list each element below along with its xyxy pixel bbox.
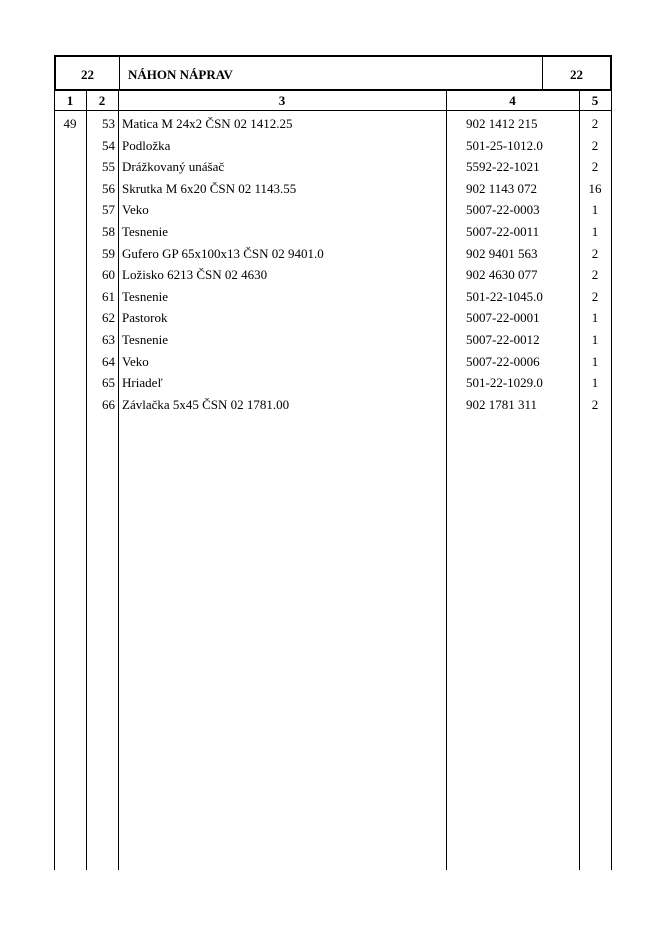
table-row — [54, 372, 612, 394]
row-part-code: 902 1143 072 — [466, 180, 538, 196]
row-part-code: 902 4630 077 — [466, 267, 538, 283]
table-row — [54, 307, 612, 329]
row-item-number: 65 — [102, 375, 115, 391]
row-part-code: 5007-22-0012 — [466, 332, 540, 347]
row-part-code: 902 1781 311 — [466, 396, 538, 412]
row-part-name: Tesnenie — [122, 288, 169, 304]
row-quantity: 2 — [591, 396, 599, 412]
row-quantity: 2 — [591, 137, 599, 153]
table-row — [54, 264, 612, 286]
row-quantity: 1 — [591, 202, 599, 218]
row-part-name: Veko — [122, 202, 149, 218]
table-row — [54, 221, 612, 243]
row-quantity: 1 — [591, 375, 599, 391]
row-quantity: 2 — [591, 267, 599, 283]
row-item-number: 53 — [102, 116, 115, 131]
table-row — [54, 178, 612, 200]
row-part-code: 501-22-1029.0 — [466, 375, 543, 391]
row-quantity: 1 — [591, 224, 599, 239]
row-part-code: 902 9401 563 — [466, 245, 538, 261]
table-row — [54, 199, 612, 221]
table-row — [54, 286, 612, 308]
parts-list-sheet — [54, 55, 612, 870]
row-part-name: Matica M 24x2 ČSN 02 1412.25 — [122, 116, 293, 131]
row-item-number: 63 — [102, 332, 115, 347]
row-part-name: Ložisko 6213 ČSN 02 4630 — [122, 267, 268, 283]
row-part-code: 5007-22-0006 — [466, 353, 540, 369]
row-quantity: 1 — [591, 310, 599, 326]
row-item-number: 54 — [102, 137, 115, 153]
row-item-number: 56 — [102, 180, 115, 196]
row-part-code: 5007-22-0011 — [466, 224, 540, 239]
column-header-row — [54, 91, 612, 111]
row-quantity: 2 — [591, 159, 599, 175]
row-part-name: Pastorok — [122, 310, 168, 326]
column-header-5: 5 — [591, 93, 599, 108]
row-part-code: 5007-22-0001 — [466, 310, 540, 326]
row-quantity: 2 — [591, 288, 599, 304]
row-quantity: 16 — [588, 180, 602, 196]
row-item-number: 66 — [102, 396, 115, 412]
row-item-number: 64 — [102, 353, 115, 369]
row-item-number: 61 — [102, 288, 115, 304]
row-part-code: 902 1412 215 — [466, 116, 538, 131]
row-part-name: Gufero GP 65x100x13 ČSN 02 9401.0 — [122, 245, 324, 261]
group-title: NÁHON NÁPRAV — [119, 57, 543, 89]
row-quantity: 1 — [591, 353, 599, 369]
row-part-code: 5007-22-0003 — [466, 202, 540, 218]
row-part-code: 501-25-1012.0 — [466, 137, 543, 153]
table-row — [54, 156, 612, 178]
column-header-4: 4 — [509, 93, 516, 108]
row-part-code: 5592-22-1021 — [466, 159, 540, 175]
row-part-name: Drážkovaný unášač — [122, 159, 225, 175]
column-header-2: 2 — [98, 93, 106, 108]
row-quantity: 1 — [591, 332, 599, 347]
row-part-name: Závlačka 5x45 ČSN 02 1781.00 — [122, 396, 290, 412]
row-item-number: 62 — [102, 310, 115, 326]
row-part-name: Tesnenie — [122, 332, 169, 347]
column-header-3: 3 — [278, 93, 286, 108]
row-item-number: 60 — [102, 267, 115, 283]
table-row — [54, 135, 612, 157]
row-item-number: 55 — [102, 159, 115, 175]
group-number-left: 22 — [56, 57, 120, 89]
table-row — [54, 243, 612, 265]
row-part-name: Veko — [122, 353, 149, 369]
row-quantity: 2 — [591, 245, 599, 261]
row-item-number: 59 — [102, 245, 115, 261]
table-row — [54, 394, 612, 416]
row-item-number: 58 — [102, 224, 115, 239]
row-part-name: Hriadeľ — [122, 375, 163, 391]
row-part-name: Tesnenie — [122, 224, 169, 239]
row-quantity: 2 — [591, 116, 599, 131]
table-header-bar — [54, 55, 612, 91]
table-row — [54, 351, 612, 373]
row-part-code: 501-22-1045.0 — [466, 288, 543, 304]
table-row — [54, 329, 612, 351]
column-header-1: 1 — [66, 93, 74, 108]
table-row — [54, 113, 612, 135]
row-position-number: 49 — [63, 116, 77, 131]
row-item-number: 57 — [102, 202, 115, 218]
row-part-name: Skrutka M 6x20 ČSN 02 1143.55 — [122, 180, 297, 196]
row-part-name: Podložka — [122, 137, 171, 153]
group-number-right: 22 — [570, 67, 583, 82]
